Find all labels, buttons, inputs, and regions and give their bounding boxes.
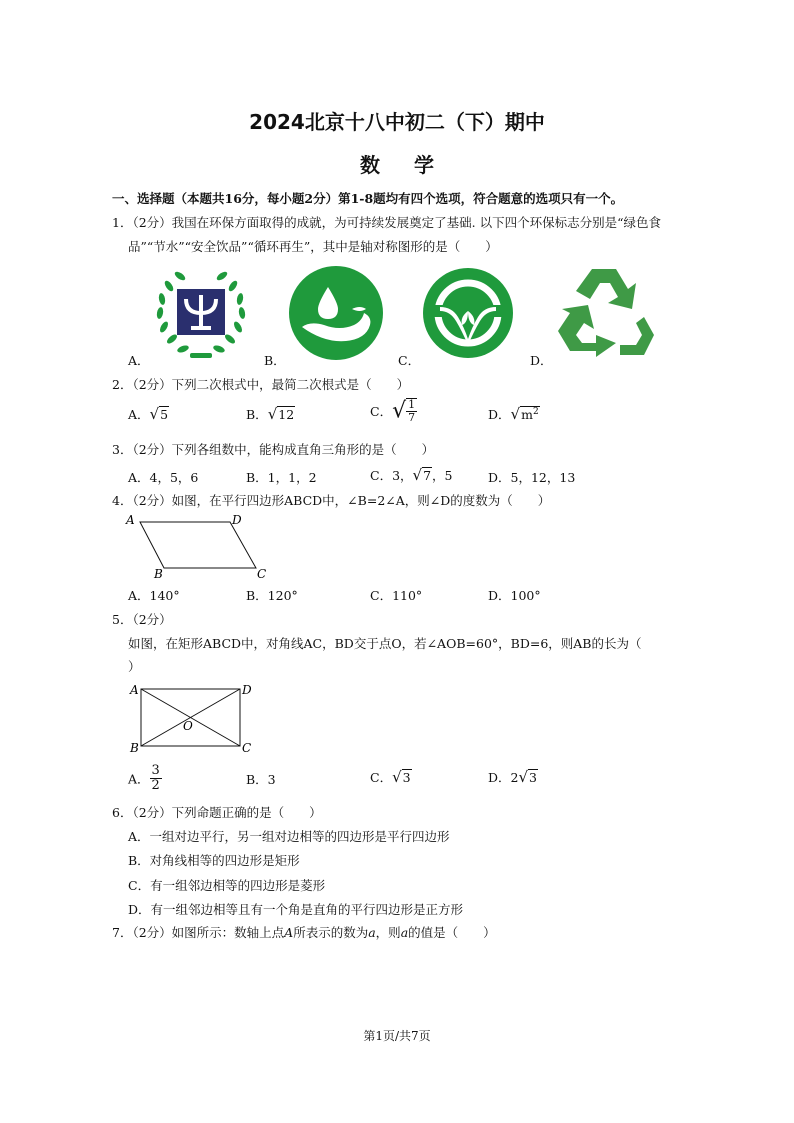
q5-d-root: 3 xyxy=(529,770,537,785)
q1-option-b: B． xyxy=(264,353,286,368)
q5-stem: 如图，在矩形ABCD中，对角线AC，BD交于点O，若∠AOB=60°，BD=6，则AB的长为（ xyxy=(128,636,642,651)
green-food-logo-icon xyxy=(150,265,252,361)
q4-option-d: D．100° xyxy=(488,588,541,603)
q3-option-a: A．4，5，6 xyxy=(128,470,199,485)
q2-stem: 2．（2分）下列二次根式中，最简二次根式是（ ） xyxy=(112,377,410,392)
point-label-a: A xyxy=(130,683,139,697)
q1-stem-line2: 品”“节水”“安全饮品”“循环再生”，其中是轴对称图形的是（ ） xyxy=(128,239,498,254)
q5-a-numerator: 3 xyxy=(151,763,160,778)
q2-option-c xyxy=(370,398,417,424)
q2-b-label: B． xyxy=(246,407,268,422)
sqrt-symbol: √7 xyxy=(412,466,432,484)
point-label-d: D xyxy=(232,513,242,527)
q7-pre: 7．（2分）如图所示：数轴上点 xyxy=(112,925,285,940)
q7-post: ，则 xyxy=(375,925,401,940)
q4-option-b: B．120° xyxy=(246,588,298,603)
q2-d-base: m xyxy=(521,407,533,422)
q6-option-a: A．一组对边平行，另一组对边相等的四边形是平行四边形 xyxy=(128,829,450,844)
point-label-c: C xyxy=(257,567,267,581)
page-footer: 第1页/共7页 xyxy=(363,1029,431,1043)
q7-point-a: A xyxy=(284,925,294,940)
q5-head: 5．（2分） xyxy=(112,612,172,627)
rectangle-figure xyxy=(124,680,264,756)
point-label-d: D xyxy=(242,683,252,697)
q2-c-denominator: 7 xyxy=(408,411,416,424)
q6-stem: 6．（2分）下列命题正确的是（ ） xyxy=(112,805,322,820)
q5-option-b: B．3 xyxy=(246,772,276,787)
q5-a-denominator: 2 xyxy=(151,778,160,793)
sqrt-symbol: √3 xyxy=(392,768,411,786)
q2-option-b xyxy=(246,405,295,423)
q1-stem-line1: 1．（2分）我国在环保方面取得的成就，为可持续发展奠定了基础. 以下四个环保标志分别是“绿色食 xyxy=(112,215,661,230)
q7-mid: 所表示的数为 xyxy=(293,925,369,940)
q3-c-label: C． xyxy=(370,468,393,483)
point-label-a: A xyxy=(126,513,135,527)
sqrt-symbol: √ $\frac{1}{7}$ xyxy=(392,398,416,424)
q3-c-pre: 3， xyxy=(392,468,413,483)
q1-option-a: A． xyxy=(128,353,150,368)
section-heading: 一、选择题（本题共16分，每小题2分）第1-8题均有四个选项，符合题意的选项只有一个。 xyxy=(112,191,624,206)
q5-option-d xyxy=(488,768,538,786)
parallelogram-figure xyxy=(122,510,272,582)
q5-a-label: A． xyxy=(128,771,150,787)
safe-drink-logo-icon xyxy=(422,267,514,359)
q3-c-root: 7 xyxy=(423,468,432,483)
q2-option-a xyxy=(128,405,169,423)
sqrt-symbol: √5 xyxy=(149,405,169,423)
point-label-b: B xyxy=(154,567,163,581)
q2-c-numerator: 1 xyxy=(408,398,416,411)
sqrt-symbol: √12 xyxy=(267,405,295,423)
q5-stem-close: ） xyxy=(128,659,141,674)
q7-end: 的值是（ ） xyxy=(408,925,496,940)
q6-option-c: C．有一组邻边相等的四边形是菱形 xyxy=(128,878,326,893)
q2-d-exponent: 2 xyxy=(532,406,539,417)
q5-d-coef: 2 xyxy=(510,770,519,785)
q5-c-label: C． xyxy=(370,770,393,785)
recycle-logo-icon xyxy=(556,265,654,359)
q2-d-label: D． xyxy=(488,407,511,422)
q7-var-a: a xyxy=(368,925,376,940)
q6-option-b: B．对角线相等的四边形是矩形 xyxy=(128,853,300,868)
q1-option-c: C． xyxy=(398,353,421,368)
sqrt-symbol: √3 xyxy=(518,768,537,786)
sqrt-symbol: $√m^2$ xyxy=(510,405,539,423)
page-title: 2024北京十八中初二（下）期中 xyxy=(249,110,545,134)
q5-c-root: 3 xyxy=(402,770,411,785)
q2-option-d xyxy=(488,405,540,423)
q3-option-d: D．5，12，13 xyxy=(488,470,576,485)
q5-d-label: D． xyxy=(488,770,511,785)
q2-c-label: C． xyxy=(370,404,393,419)
q3-c-post: ，5 xyxy=(432,468,453,483)
water-saving-logo-icon xyxy=(288,265,384,361)
point-label-o: O xyxy=(183,719,193,733)
q4-stem: 4．（2分）如图，在平行四边形ABCD中，∠B=2∠A，则∠D的度数为（ ） xyxy=(112,493,551,508)
q7-stem xyxy=(112,923,496,941)
point-label-c: C xyxy=(242,741,252,755)
q3-stem: 3．（2分）下列各组数中，能构成直角三角形的是（ ） xyxy=(112,442,435,457)
q2-a-label: A． xyxy=(128,407,150,422)
q5-option-a xyxy=(128,764,162,793)
q4-option-c: C．110° xyxy=(370,588,423,603)
q7-var-a2: a xyxy=(400,925,409,940)
point-label-b: B xyxy=(130,741,139,755)
subject-title: 数学 xyxy=(360,153,468,177)
q3-option-b: B．1，1，2 xyxy=(246,470,317,485)
q5-option-c xyxy=(370,768,412,786)
q6-option-d: D．有一组邻边相等且有一个角是直角的平行四边形是正方形 xyxy=(128,902,464,917)
q4-option-a: A．140° xyxy=(128,588,180,603)
q2-a-value: 5 xyxy=(160,407,169,422)
q2-b-value: 12 xyxy=(278,407,295,422)
q1-option-d: D． xyxy=(530,353,553,368)
q3-option-c xyxy=(370,466,453,484)
